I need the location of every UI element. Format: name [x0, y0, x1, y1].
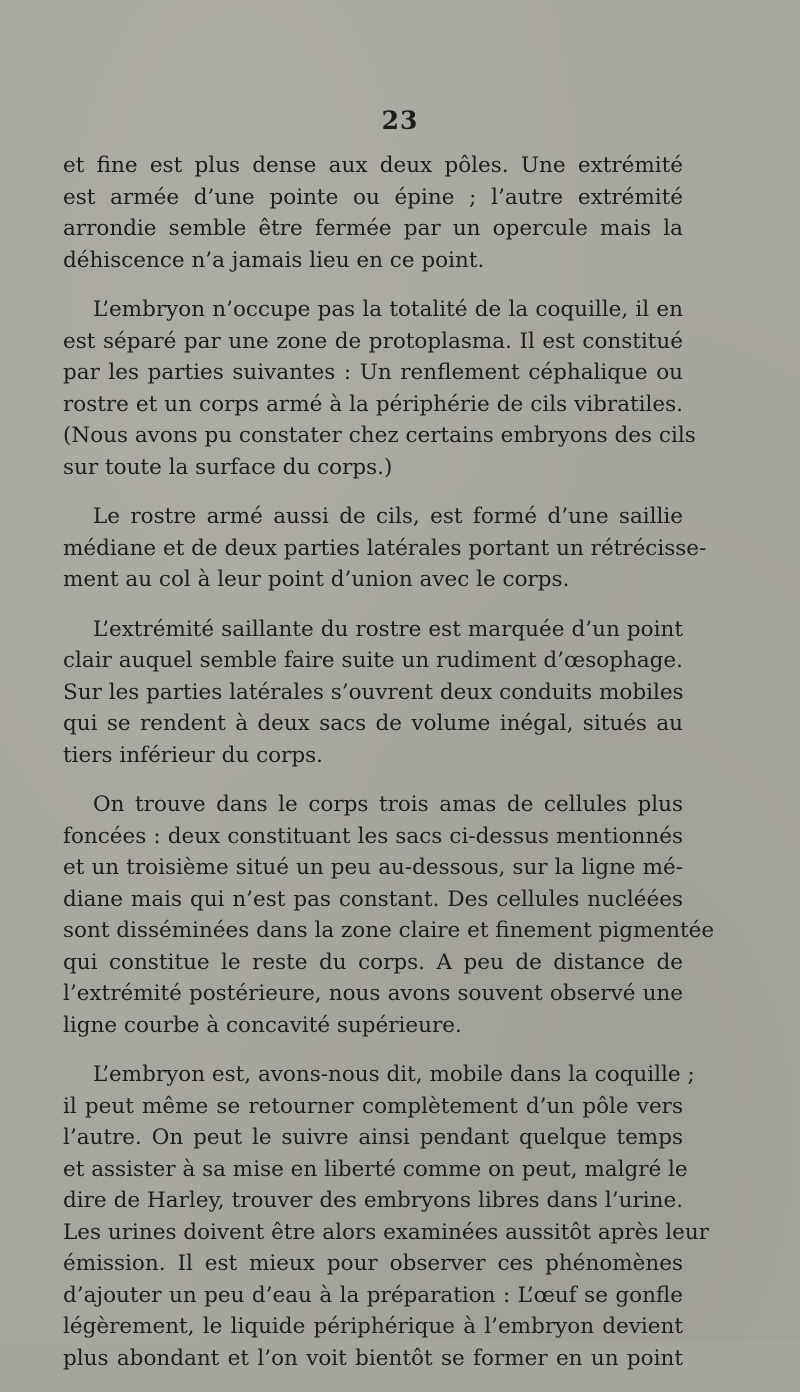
text-line: L’embryon n’occupe pas la totalité de la coquille, il en: [93, 297, 683, 322]
paragraph: [63, 150, 683, 276]
text-line: rostre et un corps armé à la périphérie de cils vibratiles.: [63, 391, 683, 417]
text-line: Les urines doivent être alors examinées aussitôt après leur: [63, 1219, 709, 1245]
text-line: l’extrémité postérieure, nous avons souvent observé une: [63, 981, 683, 1006]
text-line: Sur les parties latérales s’ouvrent deux conduits mobiles: [63, 679, 684, 705]
text-line: déhiscence n’a jamais lieu en ce point.: [63, 247, 485, 273]
text-line: par les parties suivantes : Un renflement céphalique ou: [63, 360, 683, 385]
text-line: est armée d’une pointe ou épine ; l’autre extrémité: [63, 184, 683, 210]
page-body-text: [63, 150, 715, 1392]
text-line: arrondie semble être fermée par un opercule mais la: [63, 216, 683, 241]
paragraph: [63, 789, 715, 1041]
text-line: émission. Il est mieux pour observer ces phénomènes: [63, 1251, 683, 1276]
text-line: ligne courbe à concavité supérieure.: [63, 1012, 462, 1038]
text-line: L’extrémité saillante du rostre est marquée d’un point: [93, 616, 683, 642]
text-line: Le rostre armé aussi de cils, est formé d’une saillie: [93, 504, 683, 529]
text-line: d’ajouter un peu d’eau à la préparation : L’œuf se gonfle: [63, 1282, 683, 1308]
text-line: et fine est plus dense aux deux pôles. Une extrémité: [63, 153, 683, 178]
text-line: médiane et de deux parties latérales portant un rétrécisse-: [63, 535, 707, 561]
text-line: est séparé par une zone de protoplasma. Il est constitué: [63, 328, 683, 354]
text-line: ment au col à leur point d’union avec le corps.: [63, 567, 570, 592]
text-line: il peut même se retourner complètement d’un pôle vers: [63, 1093, 683, 1119]
text-line: (Nous avons pu constater chez certains embryons des cils: [63, 423, 696, 448]
text-line: dire de Harley, trouver des embryons libres dans l’urine.: [63, 1188, 683, 1213]
paragraph: [63, 501, 707, 596]
text-line: plus abondant et l’on voit bientôt se former en un point: [63, 1345, 683, 1371]
text-line: qui se rendent à deux sacs de volume inégal, situés au: [63, 711, 683, 736]
paragraph: [63, 294, 696, 483]
text-line: légèrement, le liquide périphérique à l’embryon devient: [63, 1314, 683, 1339]
paragraph: [63, 614, 683, 772]
text-line: et un troisième situé un peu au-dessous, sur la ligne mé-: [63, 855, 683, 880]
text-line: sont disséminées dans la zone claire et finement pigmentée: [63, 918, 715, 943]
text-line: et assister à sa mise en liberté comme on peut, malgré le: [63, 1156, 688, 1182]
text-line: qui constitue le reste du corps. A peu de distance de: [63, 949, 683, 975]
text-line: clair auquel semble faire suite un rudiment d’œsophage.: [63, 648, 683, 673]
page-number: 23: [381, 106, 419, 135]
text-line: tiers inférieur du corps.: [63, 742, 323, 768]
paragraph: [63, 1059, 709, 1374]
text-line: On trouve dans le corps trois amas de cellules plus: [93, 792, 683, 817]
text-line: foncées : deux constituant les sacs ci-dessus mentionnés: [63, 823, 683, 849]
text-line: L’embryon est, avons-nous dit, mobile dans la coquille ;: [93, 1062, 695, 1087]
text-line: l’autre. On peut le suivre ainsi pendant quelque temps: [63, 1125, 683, 1150]
text-line: sur toute la surface du corps.): [63, 454, 393, 480]
text-line: diane mais qui n’est pas constant. Des cellules nucléées: [63, 886, 683, 912]
